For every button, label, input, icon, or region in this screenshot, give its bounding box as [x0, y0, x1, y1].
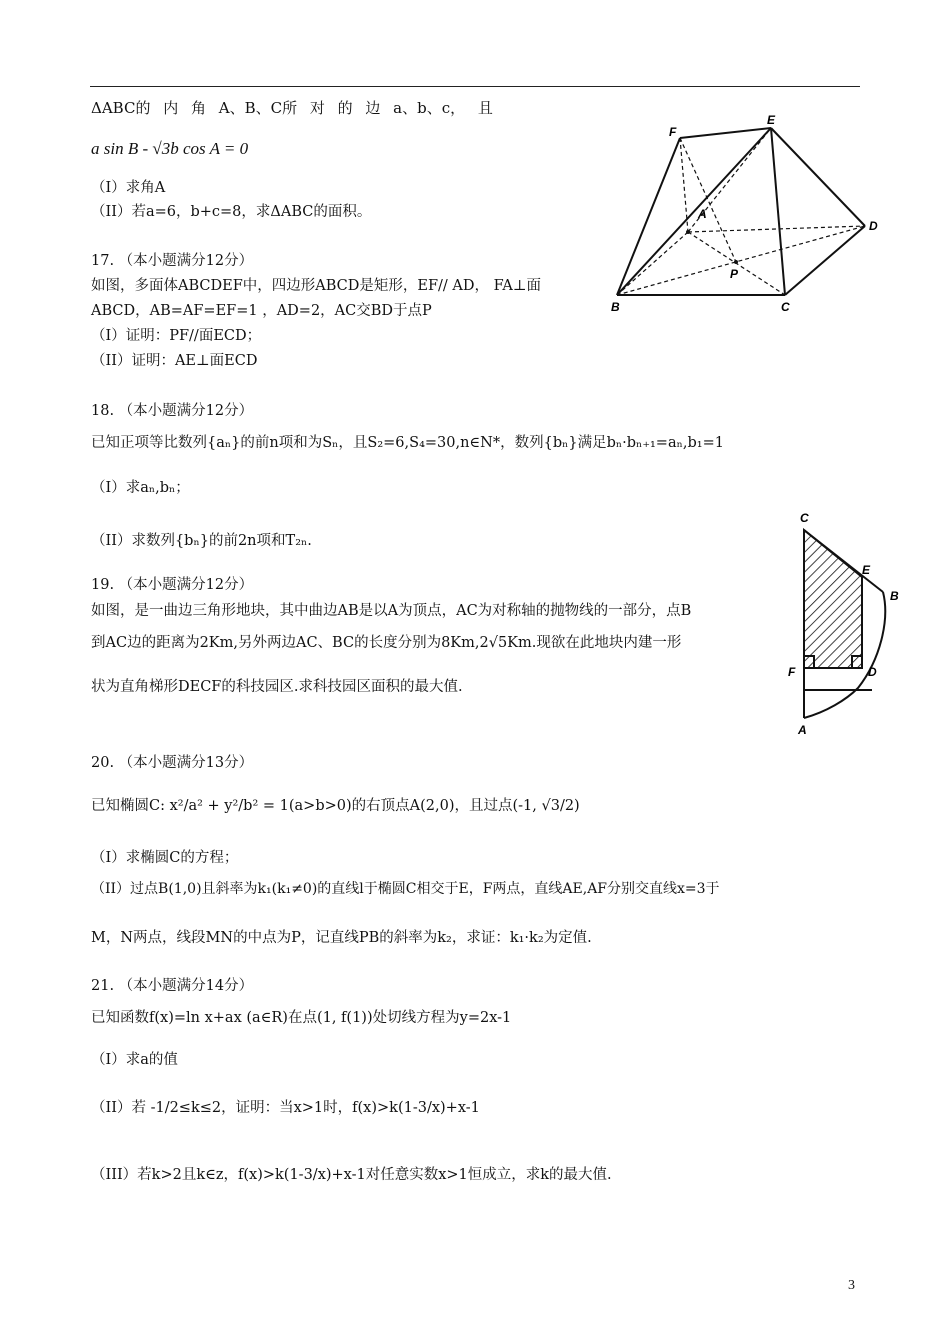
curved-triangle-figure [778, 508, 908, 740]
q19-line1: 如图，是一曲边三角形地块，其中曲边AB是以A为顶点，AC为对称轴的抛物线的一部分，点B [91, 603, 692, 619]
q17-line1: 如图，多面体ABCDEF中，四边形ABCD是矩形，EF// AD， FA⊥面 [91, 278, 542, 294]
q20-header: 20. （本小题满分13分） [91, 755, 254, 771]
fig17-label-C: C [781, 300, 790, 314]
q16-line1: ΔABC的 内 角 A、B、C所 对 的 边 a、b、c， 且 [91, 99, 493, 117]
header-rule [90, 86, 860, 87]
q19-line2: 到AC边的距离为2Km,另外两边AC、BC的长度分别为8Km,2√5Km.现欲在此地块内建一形 [91, 635, 682, 651]
q21-part1: （I）求a的值 [91, 1052, 178, 1068]
q16-formula: a sin B - √3b cos A = 0 [91, 139, 249, 158]
polyhedron-figure [605, 115, 890, 320]
fig17-label-E: E [767, 115, 776, 127]
q17-header: 17. （本小题满分12分） [91, 253, 254, 269]
fig19-label-B: B [890, 589, 899, 603]
q17-line2: ABCD，AB=AF=EF=1 ，AD=2，AC交BD于点P [91, 303, 432, 319]
q21-part2: （II）若 -1/2≤k≤2，证明：当x>1时，f(x)>k(1-3/x)+x-1 [91, 1100, 480, 1116]
fig19-label-D: D [868, 665, 877, 679]
fig19-label-C: C [800, 511, 809, 525]
q21-part3: （III）若k>2且k∈z，f(x)>k(1-3/x)+x-1对任意实数x>1恒成立，求k的最大值. [91, 1167, 612, 1183]
q20-part2-line1: （II）过点B(1,0)且斜率为k₁(k₁≠0)的直线l于椭圆C相交于E，F两点，直线AE,AF分别交直线x=3于 [91, 881, 720, 897]
q18-header: 18. （本小题满分12分） [91, 403, 254, 419]
q17-part1: （I）证明：PF//面ECD； [91, 328, 262, 344]
q20-part1: （I）求椭圆C的方程； [91, 850, 239, 866]
q20-line1: 已知椭圆C: x²/a² + y²/b² = 1(a>b>0)的右顶点A(2,0)，且过点(-1, √3/2) [91, 798, 580, 814]
fig19-label-F: F [788, 665, 796, 679]
fig17-label-D: D [869, 219, 878, 233]
q16-part2: （II）若a=6，b+c=8，求ΔABC的面积。 [91, 204, 372, 220]
q18-line1: 已知正项等比数列{aₙ}的前n项和为Sₙ，且S₂=6,S₄=30,n∈N*，数列{bₙ}满足bₙ·bₙ₊₁=aₙ,b₁=1 [91, 435, 724, 451]
fig17-label-B: B [611, 300, 620, 314]
fig17-label-F: F [669, 125, 677, 139]
q21-line1: 已知函数f(x)=ln x+ax (a∈R)在点(1, f(1))处切线方程为y=2x-1 [91, 1010, 512, 1026]
fig17-label-A: A [698, 207, 707, 221]
q19-header: 19. （本小题满分12分） [91, 577, 254, 593]
fig17-label-P: P [730, 267, 739, 281]
q18-part1: （I）求aₙ,bₙ； [91, 480, 190, 496]
q18-part2: （II）求数列{bₙ}的前2n项和T₂ₙ. [91, 533, 312, 549]
q20-part2-line2: M，N两点，线段MN的中点为P，记直线PB的斜率为k₂，求证：k₁·k₂为定值. [91, 930, 592, 946]
fig19-label-A: A [798, 723, 807, 737]
q21-header: 21. （本小题满分14分） [91, 978, 254, 994]
q16-part1: （I）求角A [91, 180, 166, 196]
q19-line3: 状为直角梯形DECF的科技园区.求科技园区面积的最大值. [91, 679, 463, 695]
fig19-label-E: E [862, 563, 871, 577]
page-number: 3 [848, 1278, 855, 1293]
q17-part2: （II）证明：AE⊥面ECD [91, 353, 258, 369]
